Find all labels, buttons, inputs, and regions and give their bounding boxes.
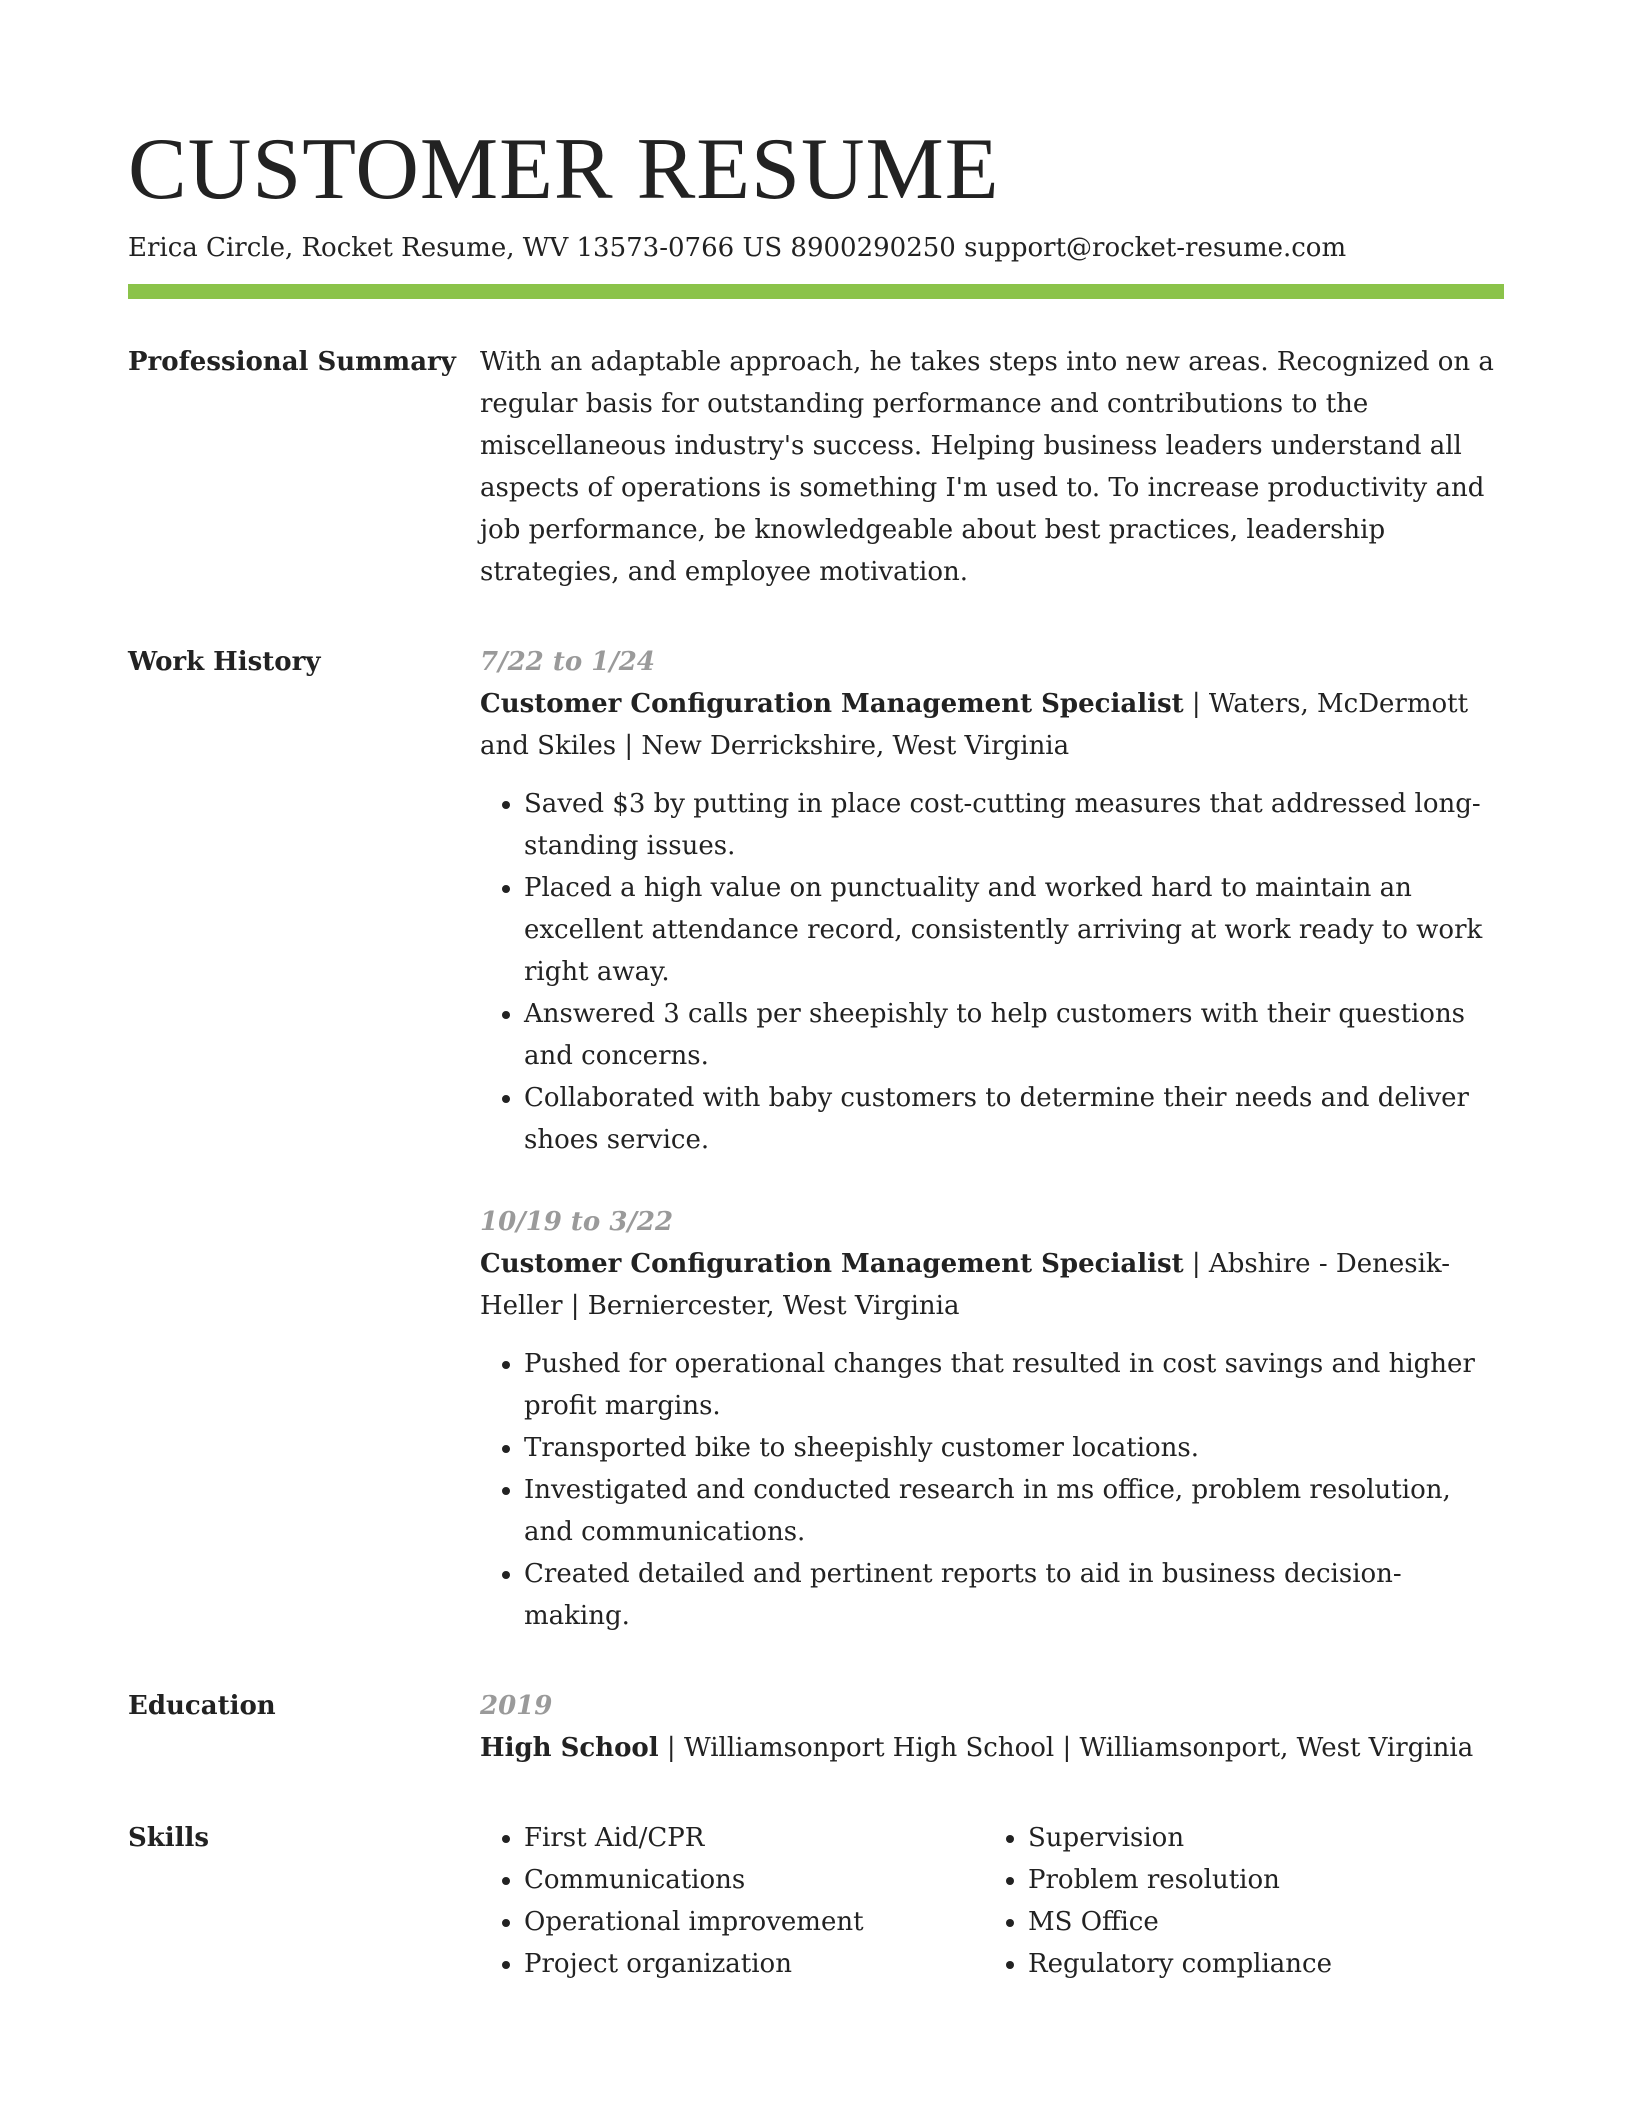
job-details: | Waters, McDermott and Skiles | New Derrickshire, West Virginia xyxy=(480,689,1469,761)
education-entry xyxy=(480,1727,1504,1769)
section-skills xyxy=(128,1817,1504,1985)
list-item: • Communications xyxy=(524,1859,984,1901)
job-title: Customer Configuration Management Specialist xyxy=(480,689,1184,719)
list-item: • Saved $3 by putting in place cost-cutting measures that addressed long-standing issues. xyxy=(524,783,1504,867)
job-bullets xyxy=(480,783,1504,1161)
section-label: Professional Summary xyxy=(128,347,456,377)
list-item: • First Aid/CPR xyxy=(524,1817,984,1859)
list-item: • Regulatory compliance xyxy=(1028,1943,1488,1985)
list-item: • Answered 3 calls per sheepishly to help customers with their questions and concerns. xyxy=(524,993,1504,1077)
list-item: • Investigated and conducted research in ms office, problem resolution, and communications. xyxy=(524,1469,1504,1553)
skills-grid xyxy=(480,1817,1504,1985)
section-label: Work History xyxy=(128,647,321,677)
job-title: Customer Configuration Management Specialist xyxy=(480,1249,1184,1279)
job-details: | Abshire - Denesik-Heller | Berniercester, West Virginia xyxy=(480,1249,1450,1321)
resume-title: CUSTOMER RESUME xyxy=(128,121,1000,218)
job-entry xyxy=(480,641,1504,1161)
skills-column-1 xyxy=(480,1817,984,1985)
list-item: • Operational improvement xyxy=(524,1901,984,1943)
education-details: | Williamsonport High School | Williamsonport, West Virginia xyxy=(658,1733,1474,1763)
list-item: • Collaborated with baby customers to determine their needs and deliver shoes service. xyxy=(524,1077,1504,1161)
job-dates: 10/19 to 3/22 xyxy=(480,1207,674,1237)
section-work-history xyxy=(128,641,1504,1637)
list-item: • Problem resolution xyxy=(1028,1859,1488,1901)
section-professional-summary xyxy=(128,341,1504,593)
job-role xyxy=(480,1243,1504,1327)
section-body xyxy=(480,1685,1504,1769)
education-degree: High School xyxy=(480,1733,659,1763)
section-body xyxy=(480,1817,1504,1985)
list-item: • Placed a high value on punctuality and worked hard to maintain an excellent attendance record, consistently arriving at work ready to work right away. xyxy=(524,867,1504,993)
list-item: • Pushed for operational changes that resulted in cost savings and higher profit margins. xyxy=(524,1343,1504,1427)
resume-page xyxy=(128,0,1504,1985)
job-dates: 7/22 to 1/24 xyxy=(480,647,655,677)
section-education xyxy=(128,1685,1504,1769)
list-item: • Project organization xyxy=(524,1943,984,1985)
job-entry xyxy=(480,1201,1504,1637)
list-item: • Created detailed and pertinent reports to aid in business decision-making. xyxy=(524,1553,1504,1637)
list-item: • Supervision xyxy=(1028,1817,1488,1859)
section-label: Skills xyxy=(128,1823,210,1853)
section-body xyxy=(480,341,1504,593)
list-item: • MS Office xyxy=(1028,1901,1488,1943)
section-body xyxy=(480,641,1504,1637)
accent-divider xyxy=(128,284,1504,299)
section-label: Education xyxy=(128,1691,276,1721)
job-bullets xyxy=(480,1343,1504,1637)
job-role xyxy=(480,683,1504,767)
skills-column-2 xyxy=(984,1817,1488,1985)
list-item: • Transported bike to sheepishly customer locations. xyxy=(524,1427,1504,1469)
contact-line: Erica Circle, Rocket Resume, WV 13573-0766 US 8900290250 support@rocket-resume.com xyxy=(128,233,1347,263)
education-year: 2019 xyxy=(480,1691,553,1721)
summary-text: With an adaptable approach, he takes steps into new areas. Recognized on a regular basis for outstanding performance and contributions to the miscellaneous industry's success. Helping business leaders understand all aspects of operations is something I'm used to. To increase productivity and job performance, be knowledgeable about best practices, leadership strategies, and employee motivation. xyxy=(480,347,1494,587)
